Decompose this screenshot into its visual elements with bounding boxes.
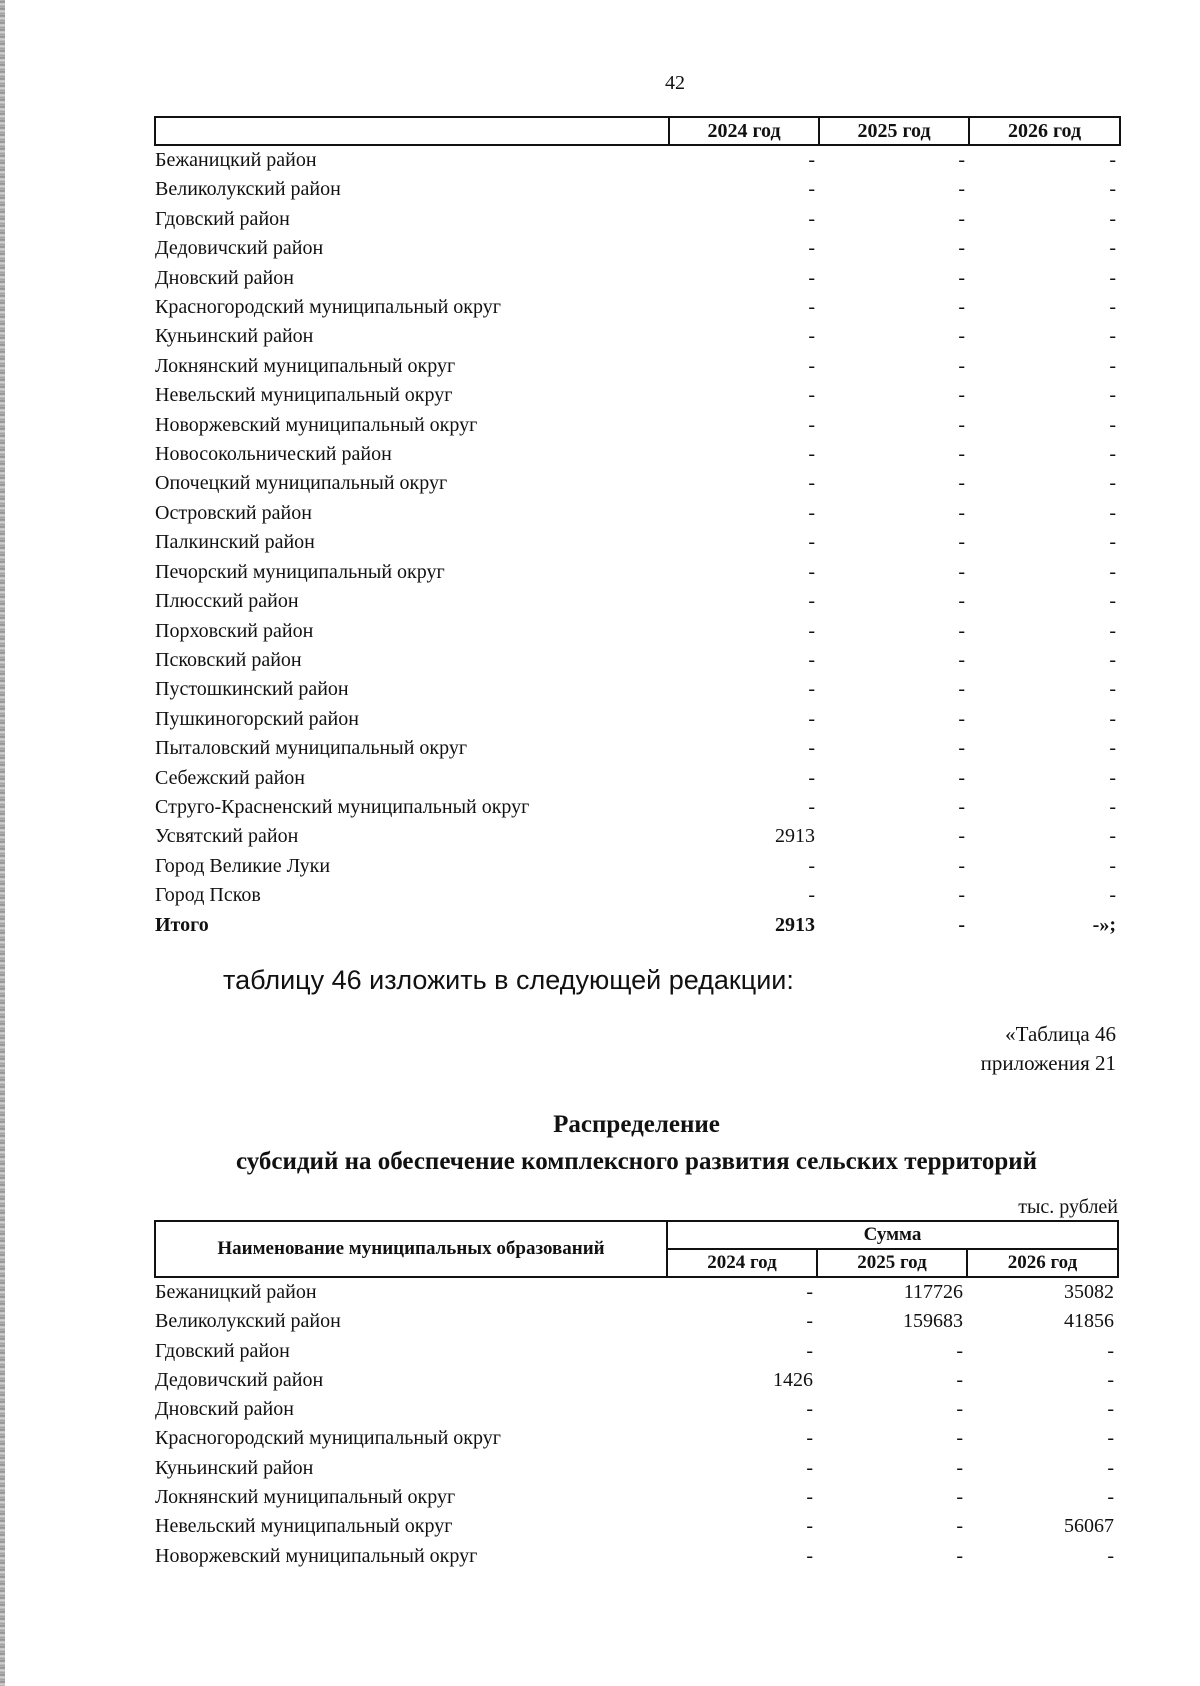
municipality-name: Новосокольнический район [155, 443, 392, 466]
municipality-name: Красногородский муниципальный округ [155, 296, 501, 319]
units-label: тыс. рублей [1018, 1196, 1118, 1218]
value-2026: 56067 [1064, 1515, 1114, 1538]
value-2026: - [1109, 531, 1116, 554]
municipality-name: Печорский муниципальный округ [155, 560, 445, 583]
value-2024: - [808, 648, 815, 671]
table-row [155, 234, 1120, 263]
header-sum: Сумма [667, 1221, 1118, 1249]
value-2026: - [1109, 648, 1116, 671]
municipality-name: Дедовичский район [155, 237, 324, 260]
header-2025: 2025 год [819, 117, 969, 145]
value-2026: - [1109, 354, 1116, 377]
value-2025: - [956, 1515, 963, 1538]
value-2025: - [958, 531, 965, 554]
value-2026: - [1109, 149, 1116, 171]
value-2025: - [958, 266, 965, 289]
value-2024: - [808, 296, 815, 319]
value-2026: - [1107, 1368, 1114, 1391]
value-2025: - [958, 619, 965, 642]
table-row [155, 705, 1120, 734]
value-2026: - [1109, 854, 1116, 877]
value-2024: - [806, 1427, 813, 1450]
table-header-row [155, 117, 1120, 145]
value-2025: - [956, 1486, 963, 1509]
table-row [155, 440, 1120, 469]
table-row [155, 734, 1120, 763]
table-row [155, 1454, 1118, 1483]
value-2024: - [808, 678, 815, 701]
value-2025: - [958, 472, 965, 495]
table-row [155, 1542, 1118, 1571]
table-reference-line2: приложения 21 [980, 1051, 1116, 1075]
municipality-name: Пыталовский муниципальный округ [155, 737, 468, 760]
value-2024: - [806, 1310, 813, 1333]
table-row [155, 793, 1120, 822]
value-2025: - [958, 149, 965, 171]
table-row [155, 1424, 1118, 1453]
table-row [155, 852, 1120, 881]
table-row [155, 1337, 1118, 1366]
value-2026: - [1109, 443, 1116, 466]
municipality-name: Куньинский район [155, 325, 314, 348]
municipality-name: Локнянский муниципальный округ [155, 354, 456, 377]
value-2025: - [958, 413, 965, 436]
title-line1: Распределение [553, 1111, 720, 1138]
table-row [155, 205, 1120, 234]
value-2024: 2913 [775, 825, 815, 848]
value-2024: 2913 [775, 913, 815, 936]
value-2024: - [808, 590, 815, 613]
value-2025: - [958, 560, 965, 583]
value-2025: - [958, 178, 965, 201]
table-row [155, 764, 1120, 793]
document-title [154, 1106, 1119, 1180]
value-2026: - [1109, 501, 1116, 524]
value-2026: - [1109, 619, 1116, 642]
value-2026: - [1109, 884, 1116, 907]
value-2026: - [1109, 384, 1116, 407]
title-line2: субсидий на обеспечение комплексного развития сельских территорий [235, 1148, 1038, 1175]
value-2024: - [808, 766, 815, 789]
table-reference [981, 1020, 1116, 1078]
table-row [155, 675, 1120, 704]
municipality-name: Новоржевский муниципальный округ [155, 1544, 478, 1567]
municipality-name: Бежаницкий район [155, 149, 317, 171]
value-2026: - [1109, 678, 1116, 701]
value-2024: - [808, 266, 815, 289]
municipality-name: Невельский муниципальный округ [155, 1515, 453, 1538]
table-row [155, 293, 1120, 322]
value-2025: - [958, 325, 965, 348]
table-row [155, 881, 1120, 910]
table-row [155, 1366, 1118, 1395]
municipality-name: Итого [155, 913, 209, 936]
value-2025: - [956, 1339, 963, 1362]
table-row [155, 558, 1120, 587]
municipality-name: Куньинский район [155, 1456, 314, 1479]
value-2024: - [808, 178, 815, 201]
value-2024: - [808, 854, 815, 877]
value-2025: - [958, 884, 965, 907]
value-2024: - [808, 149, 815, 171]
value-2024: - [808, 560, 815, 583]
value-2026: - [1109, 560, 1116, 583]
value-2025: - [958, 384, 965, 407]
municipality-name: Невельский муниципальный округ [155, 384, 453, 407]
municipality-name: Пустошкинский район [155, 678, 349, 701]
value-2025: - [958, 678, 965, 701]
value-2025: - [958, 707, 965, 730]
municipality-name: Город Великие Луки [155, 854, 331, 877]
value-2026: - [1107, 1427, 1114, 1450]
municipality-name: Красногородский муниципальный округ [155, 1427, 501, 1450]
value-2026: - [1107, 1398, 1114, 1421]
municipality-name: Усвятский район [155, 825, 299, 848]
municipality-name: Город Псков [155, 884, 261, 907]
value-2026: -»; [1092, 913, 1116, 936]
value-2024: - [808, 207, 815, 230]
instruction-text: таблицу 46 изложить в следующей редакции: [223, 965, 794, 995]
value-2025: - [956, 1456, 963, 1479]
value-2024: - [806, 1456, 813, 1479]
value-2025: - [958, 443, 965, 466]
value-2024: - [808, 707, 815, 730]
value-2025: - [958, 737, 965, 760]
header-2025: 2025 год [817, 1249, 967, 1277]
value-2025: - [958, 501, 965, 524]
municipality-name: Островский район [155, 501, 312, 524]
total-row [155, 911, 1120, 940]
value-2025: - [958, 590, 965, 613]
municipality-name: Пушкиногорский район [155, 707, 359, 730]
table-row [155, 1307, 1118, 1336]
table-previous [154, 116, 1121, 940]
value-2026: - [1107, 1486, 1114, 1509]
table-row [155, 411, 1120, 440]
value-2026: - [1109, 795, 1116, 818]
value-2024: - [806, 1544, 813, 1567]
value-2026: - [1109, 472, 1116, 495]
value-2025: - [958, 354, 965, 377]
table-row [155, 469, 1120, 498]
municipality-name: Дновский район [155, 266, 294, 289]
value-2024: - [806, 1486, 813, 1509]
header-name: Наименование муниципальных образований [155, 1221, 667, 1277]
municipality-name: Гдовский район [155, 1339, 290, 1362]
value-2025: - [956, 1427, 963, 1450]
municipality-name: Себежский район [155, 766, 305, 789]
value-2026: - [1109, 296, 1116, 319]
value-2024: - [808, 325, 815, 348]
municipality-name: Бежаницкий район [155, 1281, 317, 1303]
value-2024: - [808, 501, 815, 524]
header-2026: 2026 год [967, 1249, 1118, 1277]
value-2025: - [958, 913, 965, 936]
value-2025: - [956, 1398, 963, 1421]
value-2024: - [808, 443, 815, 466]
scan-edge-artifact [0, 0, 5, 1686]
value-2024: - [808, 413, 815, 436]
table-row [155, 1512, 1118, 1541]
value-2024: - [806, 1281, 813, 1303]
value-2025: - [958, 207, 965, 230]
value-2025: 159683 [903, 1310, 963, 1333]
value-2024: - [808, 384, 815, 407]
value-2026: - [1107, 1339, 1114, 1362]
table-header-row [155, 1221, 1118, 1249]
value-2024: - [806, 1398, 813, 1421]
value-2024: - [808, 531, 815, 554]
value-2026: 41856 [1064, 1310, 1114, 1333]
value-2024: 1426 [773, 1368, 813, 1391]
value-2025: - [958, 854, 965, 877]
value-2024: - [808, 472, 815, 495]
value-2025: - [958, 825, 965, 848]
value-2024: - [808, 619, 815, 642]
value-2026: - [1109, 237, 1116, 260]
value-2024: - [808, 354, 815, 377]
value-2026: - [1109, 590, 1116, 613]
value-2026: - [1109, 825, 1116, 848]
value-2026: - [1109, 413, 1116, 436]
value-2025: - [956, 1544, 963, 1567]
value-2024: - [806, 1515, 813, 1538]
value-2024: - [808, 884, 815, 907]
municipality-name: Плюсский район [155, 590, 299, 613]
header-2026: 2026 год [969, 117, 1120, 145]
header-2024: 2024 год [667, 1249, 817, 1277]
value-2025: - [958, 648, 965, 671]
municipality-name: Великолукский район [155, 178, 341, 201]
header-blank [155, 117, 669, 145]
value-2026: 35082 [1064, 1281, 1114, 1303]
table-row [155, 1277, 1118, 1307]
municipality-name: Дновский район [155, 1398, 294, 1421]
table-reference-line1: «Таблица 46 [1005, 1022, 1116, 1046]
value-2026: - [1107, 1544, 1114, 1567]
municipality-name: Порховский район [155, 619, 314, 642]
municipality-name: Струго-Красненский муниципальный округ [155, 795, 530, 818]
table-row [155, 1483, 1118, 1512]
value-2026: - [1109, 207, 1116, 230]
value-2024: - [808, 737, 815, 760]
table-row [155, 822, 1120, 851]
value-2025: - [956, 1368, 963, 1391]
table-row [155, 352, 1120, 381]
table-row [155, 381, 1120, 410]
table-row [155, 145, 1120, 175]
value-2026: - [1109, 707, 1116, 730]
page-number: 42 [665, 72, 685, 94]
table-row [155, 1395, 1118, 1424]
value-2025: - [958, 766, 965, 789]
value-2025: - [958, 795, 965, 818]
value-2026: - [1109, 766, 1116, 789]
value-2026: - [1107, 1456, 1114, 1479]
table-row [155, 175, 1120, 204]
municipality-name: Локнянский муниципальный округ [155, 1486, 456, 1509]
value-2024: - [808, 795, 815, 818]
municipality-name: Дедовичский район [155, 1368, 324, 1391]
table-row [155, 617, 1120, 646]
header-2024: 2024 год [669, 117, 819, 145]
value-2024: - [808, 237, 815, 260]
municipality-name: Новоржевский муниципальный округ [155, 413, 478, 436]
value-2026: - [1109, 266, 1116, 289]
value-2024: - [806, 1339, 813, 1362]
value-2026: - [1109, 325, 1116, 348]
municipality-name: Палкинский район [155, 531, 315, 554]
table-row [155, 587, 1120, 616]
value-2025: 117726 [903, 1281, 963, 1303]
table-row [155, 499, 1120, 528]
municipality-name: Опочецкий муниципальный округ [155, 472, 448, 495]
municipality-name: Гдовский район [155, 207, 290, 230]
table-row [155, 322, 1120, 351]
value-2026: - [1109, 737, 1116, 760]
table-row [155, 646, 1120, 675]
value-2026: - [1109, 178, 1116, 201]
value-2025: - [958, 296, 965, 319]
table-row [155, 264, 1120, 293]
value-2025: - [958, 237, 965, 260]
table-46 [154, 1220, 1119, 1571]
municipality-name: Великолукский район [155, 1310, 341, 1333]
table-row [155, 528, 1120, 557]
municipality-name: Псковский район [155, 648, 302, 671]
